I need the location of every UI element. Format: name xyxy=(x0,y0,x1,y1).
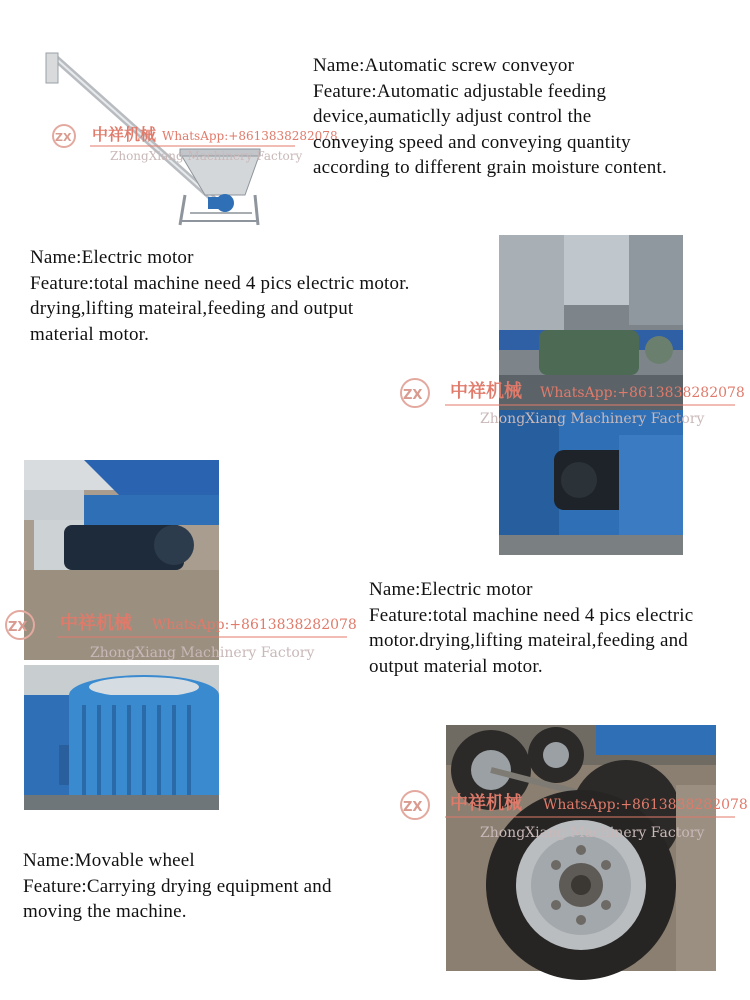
feature-line: moving the machine. xyxy=(23,901,187,922)
feature-line: Feature:total machine need 4 pics electric xyxy=(369,604,694,626)
section-title: Name:Electric motor xyxy=(30,247,194,268)
section-screw-conveyor-text xyxy=(313,53,667,181)
movable-wheel-image xyxy=(446,725,716,971)
feature-line: material motor. xyxy=(30,323,150,345)
feature-line: motor.drying,lifting mateiral,feeding and xyxy=(369,630,688,651)
watermark-chinese: 中祥机械 xyxy=(92,125,157,144)
section-movable-wheel-text xyxy=(23,848,332,925)
section-electric-motor-text-1 xyxy=(30,245,410,347)
watermark-chinese: 中祥机械 xyxy=(60,613,132,634)
feature-line: Feature:Carrying drying equipment and xyxy=(23,875,332,897)
section-title: Name:Movable wheel xyxy=(23,850,195,871)
feature-line: Feature:Automatic adjustable feeding xyxy=(313,80,607,102)
watermark-company: ZhongXiang Machinery Factory xyxy=(480,411,705,427)
watermark-logo: ZX xyxy=(55,131,72,144)
watermark-company: ZhongXiang Machinery Factory xyxy=(480,825,705,841)
watermark-whatsapp: WhatsApp:+8613838282078 xyxy=(152,617,357,633)
electric-motor-image-1 xyxy=(499,235,683,555)
watermark-whatsapp: WhatsApp:+8613838282078 xyxy=(162,129,338,143)
feature-line: conveying speed and conveying quantity xyxy=(313,131,631,153)
watermark-logo: ZX xyxy=(8,620,28,635)
watermark-chinese: 中祥机械 xyxy=(450,793,522,814)
watermark-company: ZhongXiang Machinery Factory xyxy=(90,645,315,661)
watermark-logo: ZX xyxy=(403,800,423,815)
section-title: Name:Electric motor xyxy=(369,579,533,600)
feature-line: device,aumaticlly adjust control the xyxy=(313,106,592,127)
feature-line: drying,lifting mateiral,feeding and output xyxy=(30,298,354,319)
watermark-company: ZhongXiang Machinery Factory xyxy=(110,149,303,163)
watermark-chinese: 中祥机械 xyxy=(450,381,522,402)
watermark-whatsapp: WhatsApp:+8613838282078 xyxy=(543,797,748,813)
feature-line: according to different grain moisture content. xyxy=(313,157,667,178)
electric-motor-image-2 xyxy=(24,460,219,660)
section-electric-motor-text-2 xyxy=(369,577,693,679)
feature-line: Feature:total machine need 4 pics electric motor. xyxy=(30,272,410,294)
feature-line: output material motor. xyxy=(369,655,543,677)
screw-conveyor-image xyxy=(40,45,270,230)
section-title: Name:Automatic screw conveyor xyxy=(313,55,575,76)
watermark-whatsapp: WhatsApp:+8613838282078 xyxy=(540,385,745,401)
electric-motor-image-3 xyxy=(24,665,219,810)
watermark-logo: ZX xyxy=(403,388,423,403)
